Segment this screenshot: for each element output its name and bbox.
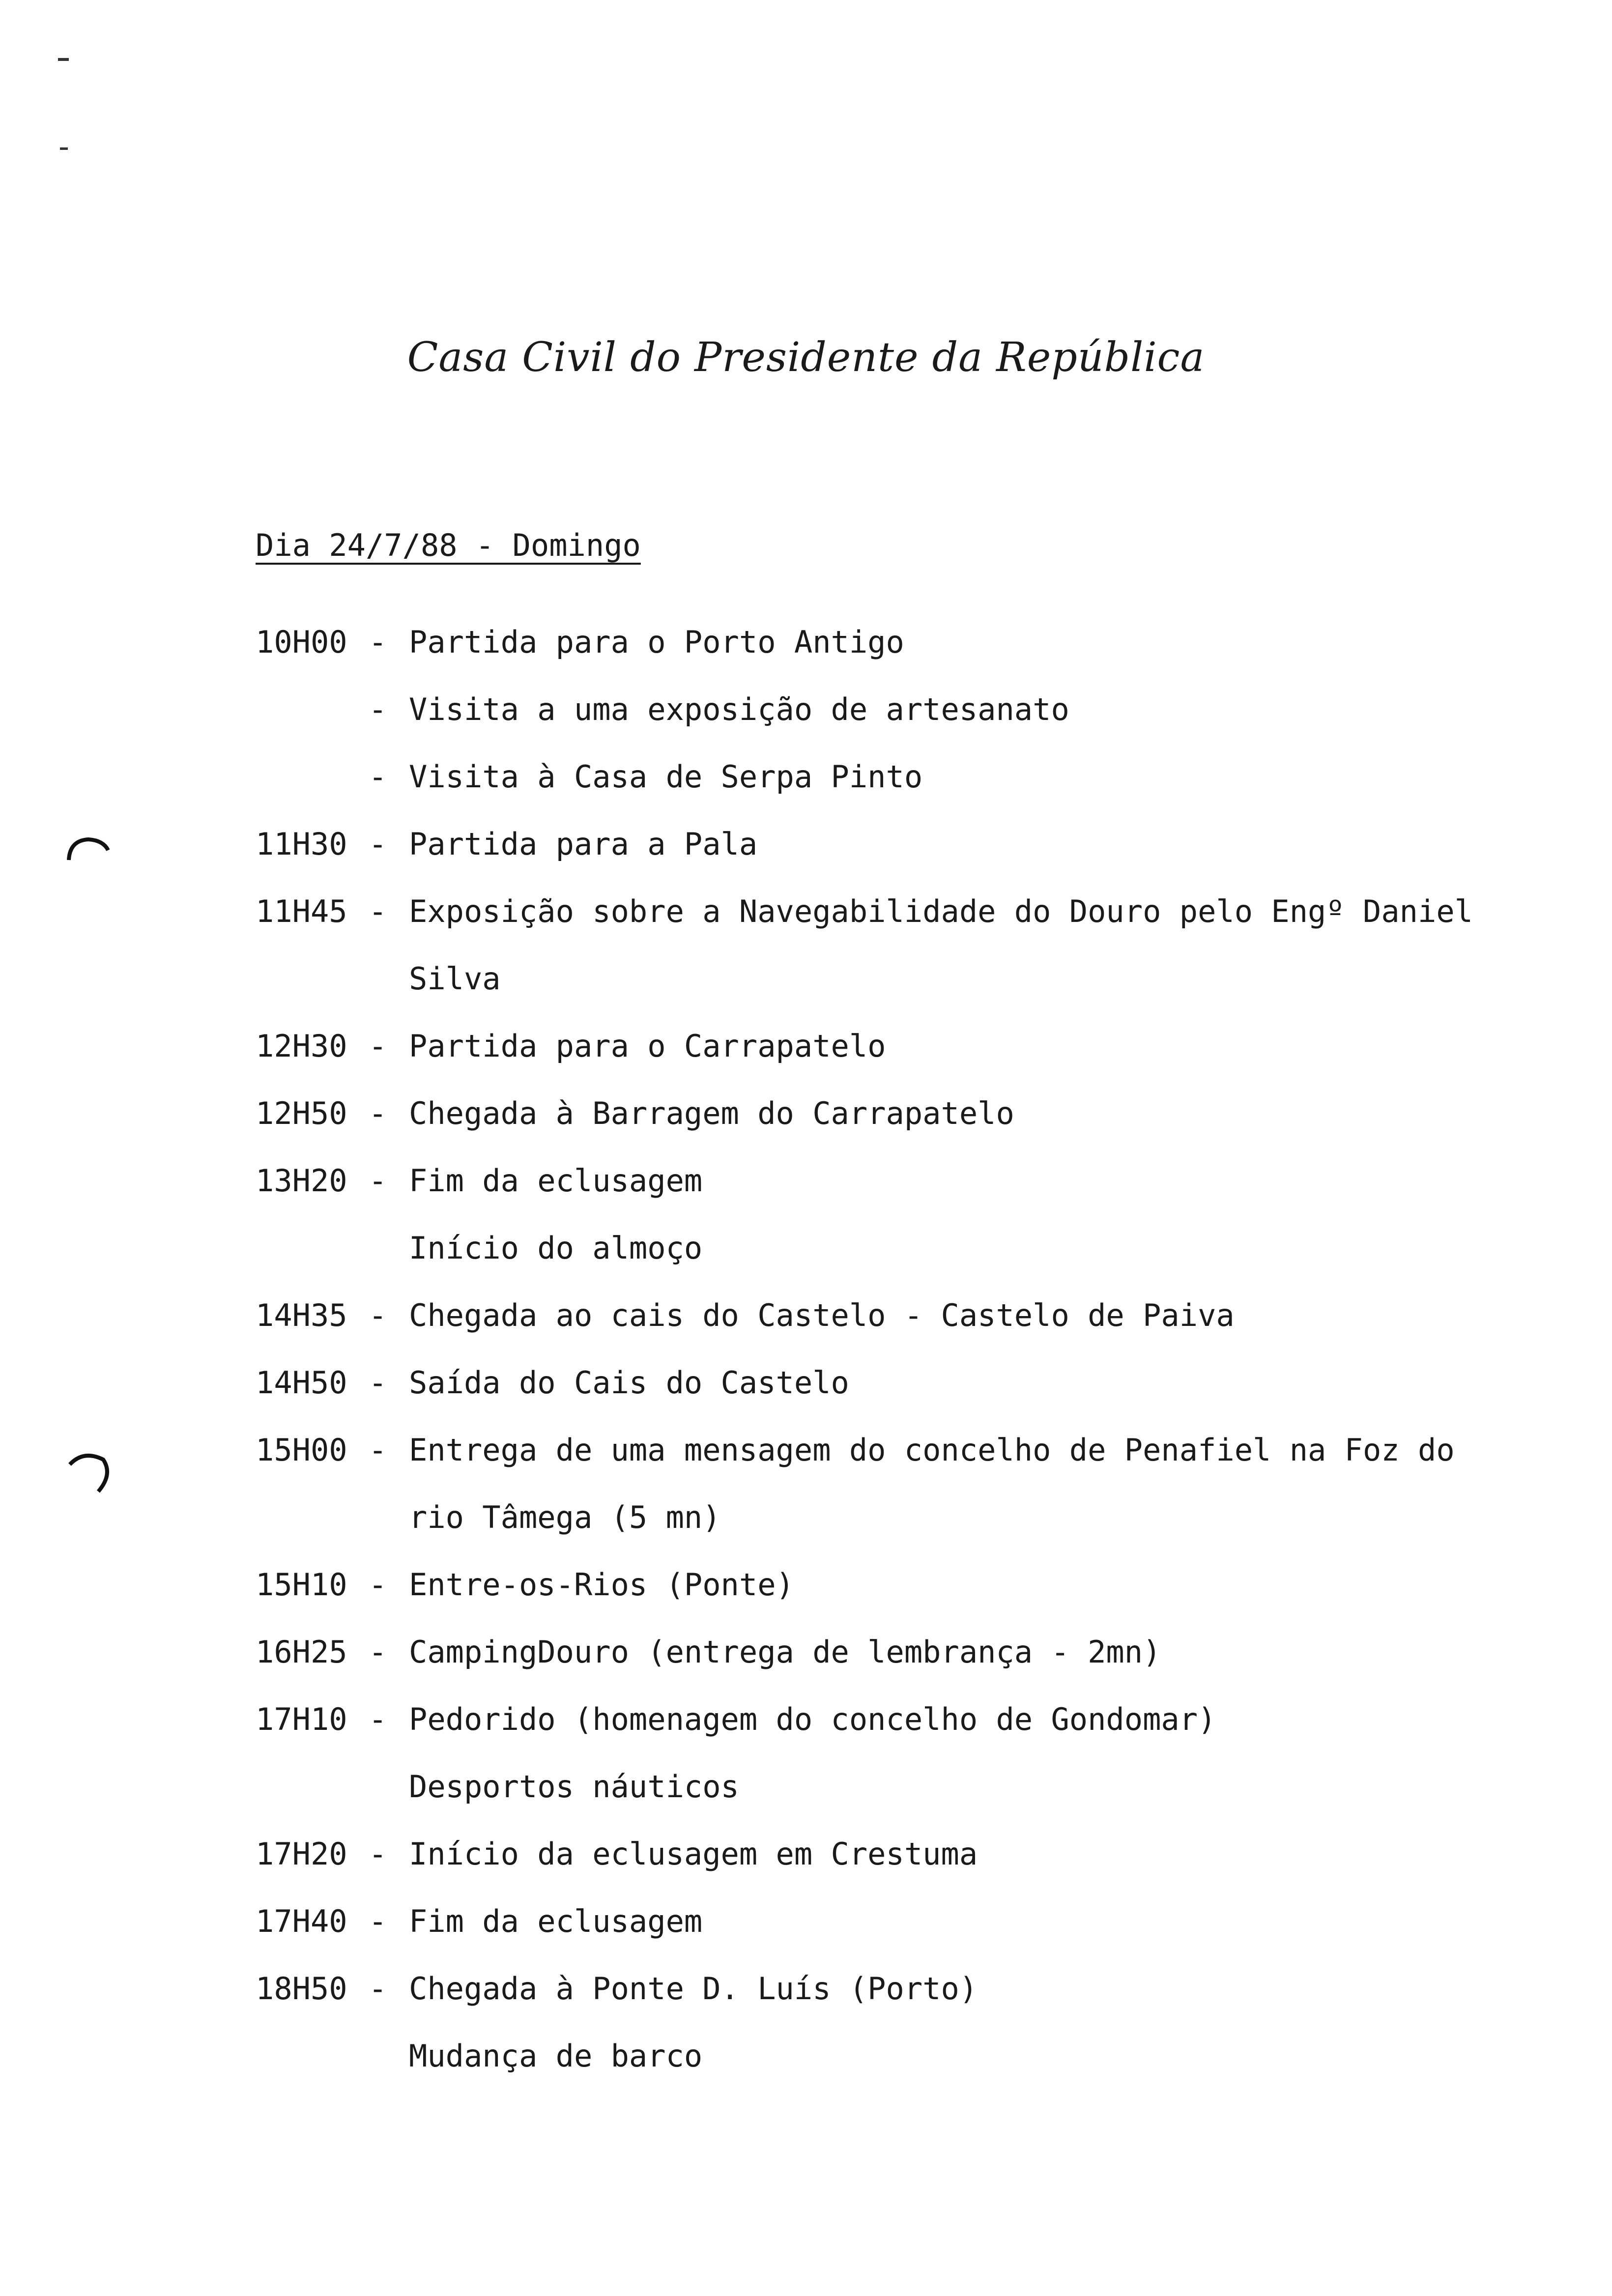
margin-tick-top bbox=[58, 58, 69, 61]
entry-time: 14H35 bbox=[256, 1297, 347, 1333]
entry-row bbox=[256, 759, 1573, 826]
entry-row bbox=[256, 624, 1573, 691]
entry-row bbox=[256, 1297, 1573, 1365]
entry-dash: - bbox=[369, 893, 387, 929]
entry-row bbox=[256, 826, 1573, 893]
entry-row bbox=[256, 1095, 1573, 1163]
entry-text: Partida para a Pala bbox=[409, 826, 758, 862]
entry-row bbox=[256, 1903, 1573, 1971]
entry-time: 17H40 bbox=[256, 1903, 347, 1939]
entry-dash: - bbox=[369, 1634, 387, 1670]
entry-time: 15H00 bbox=[256, 1432, 347, 1468]
entry-text: Exposição sobre a Navegabilidade do Douro pelo Engº Daniel bbox=[409, 893, 1473, 929]
entry-time: 12H50 bbox=[256, 1095, 347, 1131]
entry-text: Visita à Casa de Serpa Pinto bbox=[409, 759, 923, 795]
entry-time: 16H25 bbox=[256, 1634, 347, 1670]
entry-text: Início da eclusagem em Crestuma bbox=[409, 1836, 978, 1872]
entry-row bbox=[256, 961, 1573, 1028]
entry-row bbox=[256, 1432, 1573, 1499]
entry-row bbox=[256, 1971, 1573, 2038]
entry-dash: - bbox=[369, 826, 387, 862]
entry-text: Mudança de barco bbox=[409, 2038, 703, 2074]
entry-row bbox=[256, 1701, 1573, 1769]
entry-text: Início do almoço bbox=[409, 1230, 703, 1266]
punch-hole-mark-bottom bbox=[64, 1445, 123, 1514]
entry-dash: - bbox=[369, 691, 387, 727]
entry-row bbox=[256, 1567, 1573, 1634]
entry-text: Desportos náuticos bbox=[409, 1769, 739, 1805]
itinerary bbox=[256, 521, 1573, 2105]
entry-row bbox=[256, 691, 1573, 759]
entry-row bbox=[256, 1028, 1573, 1095]
entry-dash: - bbox=[369, 1971, 387, 2007]
entry-text: Entre-os-Rios (Ponte) bbox=[409, 1567, 794, 1603]
entry-row bbox=[256, 893, 1573, 961]
entry-text: Chegada ao cais do Castelo - Castelo de Paiva bbox=[409, 1297, 1235, 1333]
entry-dash: - bbox=[369, 624, 387, 660]
entry-dash: - bbox=[369, 1903, 387, 1939]
entry-time: 12H30 bbox=[256, 1028, 347, 1064]
entry-text: Saída do Cais do Castelo bbox=[409, 1365, 849, 1401]
entry-row bbox=[256, 1230, 1573, 1297]
entry-text: Fim da eclusagem bbox=[409, 1163, 703, 1199]
entry-dash: - bbox=[369, 1163, 387, 1199]
entry-time: 10H00 bbox=[256, 624, 347, 660]
entry-row bbox=[256, 1769, 1573, 1836]
entry-row bbox=[256, 2038, 1573, 2105]
entry-dash: - bbox=[369, 1567, 387, 1603]
entry-dash: - bbox=[369, 759, 387, 795]
entry-list bbox=[256, 624, 1573, 2105]
entry-time: 11H45 bbox=[256, 893, 347, 929]
entry-text: Pedorido (homenagem do concelho de Gondomar) bbox=[409, 1701, 1216, 1737]
entry-time: 17H10 bbox=[256, 1701, 347, 1737]
entry-text: Visita a uma exposição de artesanato bbox=[409, 691, 1069, 727]
entry-text: Entrega de uma mensagem do concelho de Penafiel na Foz do bbox=[409, 1432, 1455, 1468]
entry-dash: - bbox=[369, 1365, 387, 1401]
entry-row bbox=[256, 1499, 1573, 1567]
entry-dash: - bbox=[369, 1028, 387, 1064]
entry-dash: - bbox=[369, 1432, 387, 1468]
entry-dash: - bbox=[369, 1095, 387, 1131]
entry-text: Chegada à Ponte D. Luís (Porto) bbox=[409, 1971, 978, 2007]
entry-time: 15H10 bbox=[256, 1567, 347, 1603]
margin-tick-second bbox=[60, 147, 68, 150]
entry-time: 11H30 bbox=[256, 826, 347, 862]
entry-text: Partida para o Carrapatelo bbox=[409, 1028, 886, 1064]
entry-text: Silva bbox=[409, 961, 501, 997]
entry-dash: - bbox=[369, 1297, 387, 1333]
entry-dash: - bbox=[369, 1701, 387, 1737]
entry-text: Partida para o Porto Antigo bbox=[409, 624, 904, 660]
entry-time: 13H20 bbox=[256, 1163, 347, 1199]
entry-row bbox=[256, 1163, 1573, 1230]
entry-text: Fim da eclusagem bbox=[409, 1903, 703, 1939]
entry-row bbox=[256, 1365, 1573, 1432]
entry-text: rio Tâmega (5 mn) bbox=[409, 1499, 721, 1535]
punch-hole-mark-top bbox=[59, 826, 118, 885]
entry-text: CampingDouro (entrega de lembrança - 2mn) bbox=[409, 1634, 1161, 1670]
entry-text: Chegada à Barragem do Carrapatelo bbox=[409, 1095, 1014, 1131]
entry-row bbox=[256, 1634, 1573, 1701]
entry-time: 14H50 bbox=[256, 1365, 347, 1401]
letterhead: Casa Civil do Presidente da República bbox=[407, 334, 1205, 381]
entry-time: 18H50 bbox=[256, 1971, 347, 2007]
day-heading: Dia 24/7/88 - Domingo bbox=[256, 527, 641, 563]
entry-row bbox=[256, 1836, 1573, 1903]
entry-dash: - bbox=[369, 1836, 387, 1872]
entry-time: 17H20 bbox=[256, 1836, 347, 1872]
